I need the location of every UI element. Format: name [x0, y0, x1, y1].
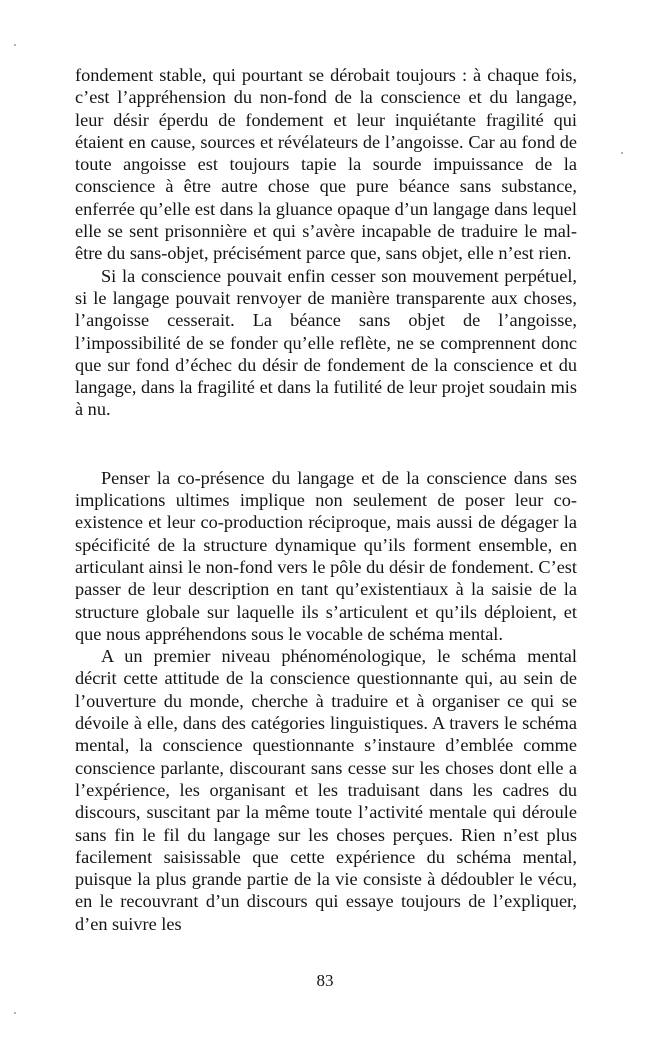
text-column — [75, 64, 577, 935]
section-break — [75, 421, 577, 467]
paragraph: Si la conscience pouvait enfin cesser son mouvement perpétuel, si le langage pouvait renvoyer de manière transparente aux choses, l’angoisse cesserait. La béance sans objet de l’angoisse, l’impossibilité de se fonder qu’elle reflète, ne se comprennent donc que sur fond d’échec du désir de fondement de la conscience et du langage, dans la fragilité et dans la futilité de leur projet soudain mis à nu. — [75, 265, 577, 420]
page-number: 83 — [316, 971, 334, 990]
paragraph-continuation: fondement stable, qui pourtant se dérobait toujours : à chaque fois, c’est l’appréhension du non-fond de la conscience et du langage, leur désir éperdu de fondement et leur inquiétante fragilité qui étaient en cause, sources et révélateurs de l’angoisse. Car au fond de toute angoisse est toujours tapie la sourde impuissance de la conscience à être autre chose que pure béance sans substance, enferrée qu’elle est dans la gluance opaque d’un langage dans lequel elle se sent prisonnière et qui s’avère incapable de traduire le mal-être du sans-objet, précisément parce que, sans objet, elle n’est rien. — [75, 65, 577, 264]
scan-speck — [14, 1012, 16, 1014]
scan-speck — [621, 152, 623, 154]
scan-speck — [14, 44, 16, 46]
paragraph: Penser la co-présence du langage et de la conscience dans ses implications ultimes implique non seulement de poser leur co-existence et leur co-production réciproque, mais aussi de dégager la spécificité de la structure dynamique qu’ils forment ensemble, en articulant ainsi le non-fond vers le pôle du désir de fondement. C’est passer de leur description en tant qu’existentiaux à la saisie de la structure globale sur laquelle ils s’articulent et qu’ils déploient, et que nous appréhendons sous le vocable de schéma mental. — [75, 467, 577, 644]
paragraph: A un premier niveau phénoménologique, le schéma mental décrit cette attitude de la conscience questionnante qui, au sein de l’ouverture du monde, cherche à traduire et à organiser ce qui se dévoile à elle, dans des catégories linguistiques. A travers le schéma mental, la conscience questionnante s’instaure d’emblée comme conscience parlante, discourant sans cesse sur les choses dont elle a l’expérience, les organisant et les traduisant dans les cadres du discours, suscitant par la même toute l’activité mentale qui déroule sans fin le fil du langage sur les choses perçues. Rien n’est plus facilement saisissable que cette expérience du schéma mental, puisque la plus grande partie de la vie consiste à dédoubler le vécu, en le recouvrant d’un discours qui essaye toujours de l’expliquer, d’en suivre les — [75, 646, 577, 934]
